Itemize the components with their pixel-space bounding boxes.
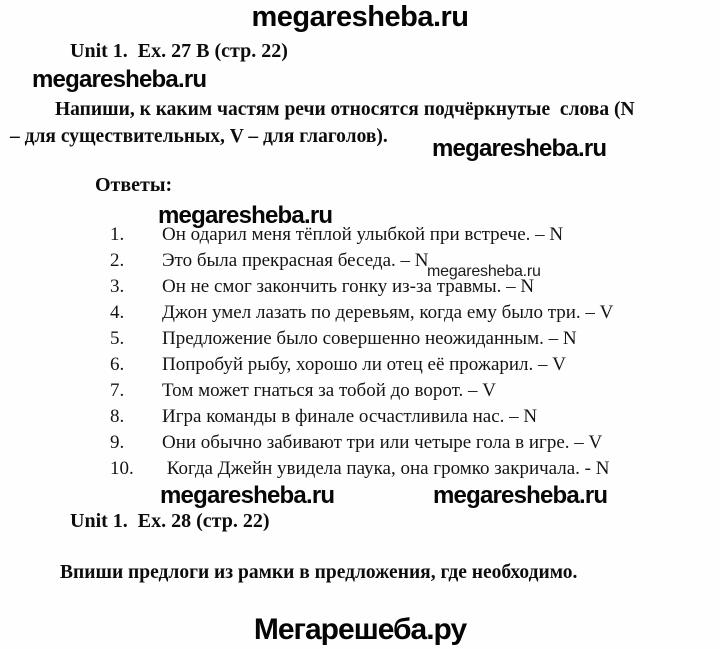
watermark-bottom-right: megaresheba.ru — [433, 482, 608, 509]
answer-number: 5. — [110, 328, 125, 349]
answer-sentence: Том может гнаться за тобой до ворот. – V — [162, 380, 496, 401]
exercise-27-task-line-1: Напиши, к каким частям речи относятся подчёркнутые слова (N — [55, 99, 635, 120]
watermark-bottom-left: megaresheba.ru — [160, 482, 335, 509]
watermark-task-right: megaresheba.ru — [432, 135, 607, 162]
answer-item-1 — [110, 222, 690, 248]
watermark-inline-small: megaresheba.ru — [427, 263, 541, 280]
answers-list — [110, 222, 690, 482]
exercise-28-task: Впиши предлоги из рамки в предложения, где необходимо. — [60, 562, 578, 583]
answer-item-10 — [110, 456, 690, 482]
exercise-27-heading: Unit 1. Ex. 27 B (стр. 22) — [70, 40, 288, 62]
answer-sentence: Джон умел лазать по деревьям, когда ему было три. – V — [162, 302, 614, 323]
answer-sentence: Он не смог закончить гонку из-за травмы. – N — [162, 276, 535, 297]
answer-sentence: Это была прекрасная беседа. – N — [162, 250, 429, 271]
answer-number: 7. — [110, 380, 125, 401]
answer-number: 10. — [110, 458, 134, 479]
site-footer-brand: Мегарешеба.ру — [253, 613, 467, 646]
answer-item-2 — [110, 248, 690, 274]
answer-item-8 — [110, 404, 690, 430]
watermark-top-left: megaresheba.ru — [32, 66, 207, 93]
answer-number: 6. — [110, 354, 125, 375]
exercise-28-heading: Unit 1. Ex. 28 (стр. 22) — [70, 510, 270, 532]
answer-item-4 — [110, 300, 690, 326]
answer-number: 1. — [110, 224, 125, 245]
answer-sentence: Они обычно забивают три или четыре гола в игре. – V — [162, 432, 603, 453]
watermark-answers-top: megaresheba.ru — [158, 202, 333, 229]
answer-sentence: Когда Джейн увидела паука, она громко закричала. - N — [162, 458, 610, 479]
answers-label: Ответы: — [95, 174, 173, 196]
answer-item-3 — [110, 274, 690, 300]
answer-number: 9. — [110, 432, 125, 453]
answer-number: 8. — [110, 406, 125, 427]
exercise-27-task-line-2: – для существительных, V – для глаголов). — [10, 126, 388, 147]
answer-number: 3. — [110, 276, 125, 297]
answer-number: 2. — [110, 250, 125, 271]
answer-item-7 — [110, 378, 690, 404]
answer-sentence: Игра команды в финале осчастливила нас. – N — [162, 406, 538, 427]
site-header-brand: megaresheba.ru — [251, 1, 469, 33]
answer-item-6 — [110, 352, 690, 378]
answer-sentence: Попробуй рыбу, хорошо ли отец её прожарил. – V — [162, 354, 567, 375]
answer-item-5 — [110, 326, 690, 352]
answer-item-9 — [110, 430, 690, 456]
answer-sentence: Предложение было совершенно неожиданным. – N — [162, 328, 577, 349]
answer-number: 4. — [110, 302, 125, 323]
answer-sentence: Он одарил меня тёплой улыбкой при встрече. – N — [162, 224, 564, 245]
